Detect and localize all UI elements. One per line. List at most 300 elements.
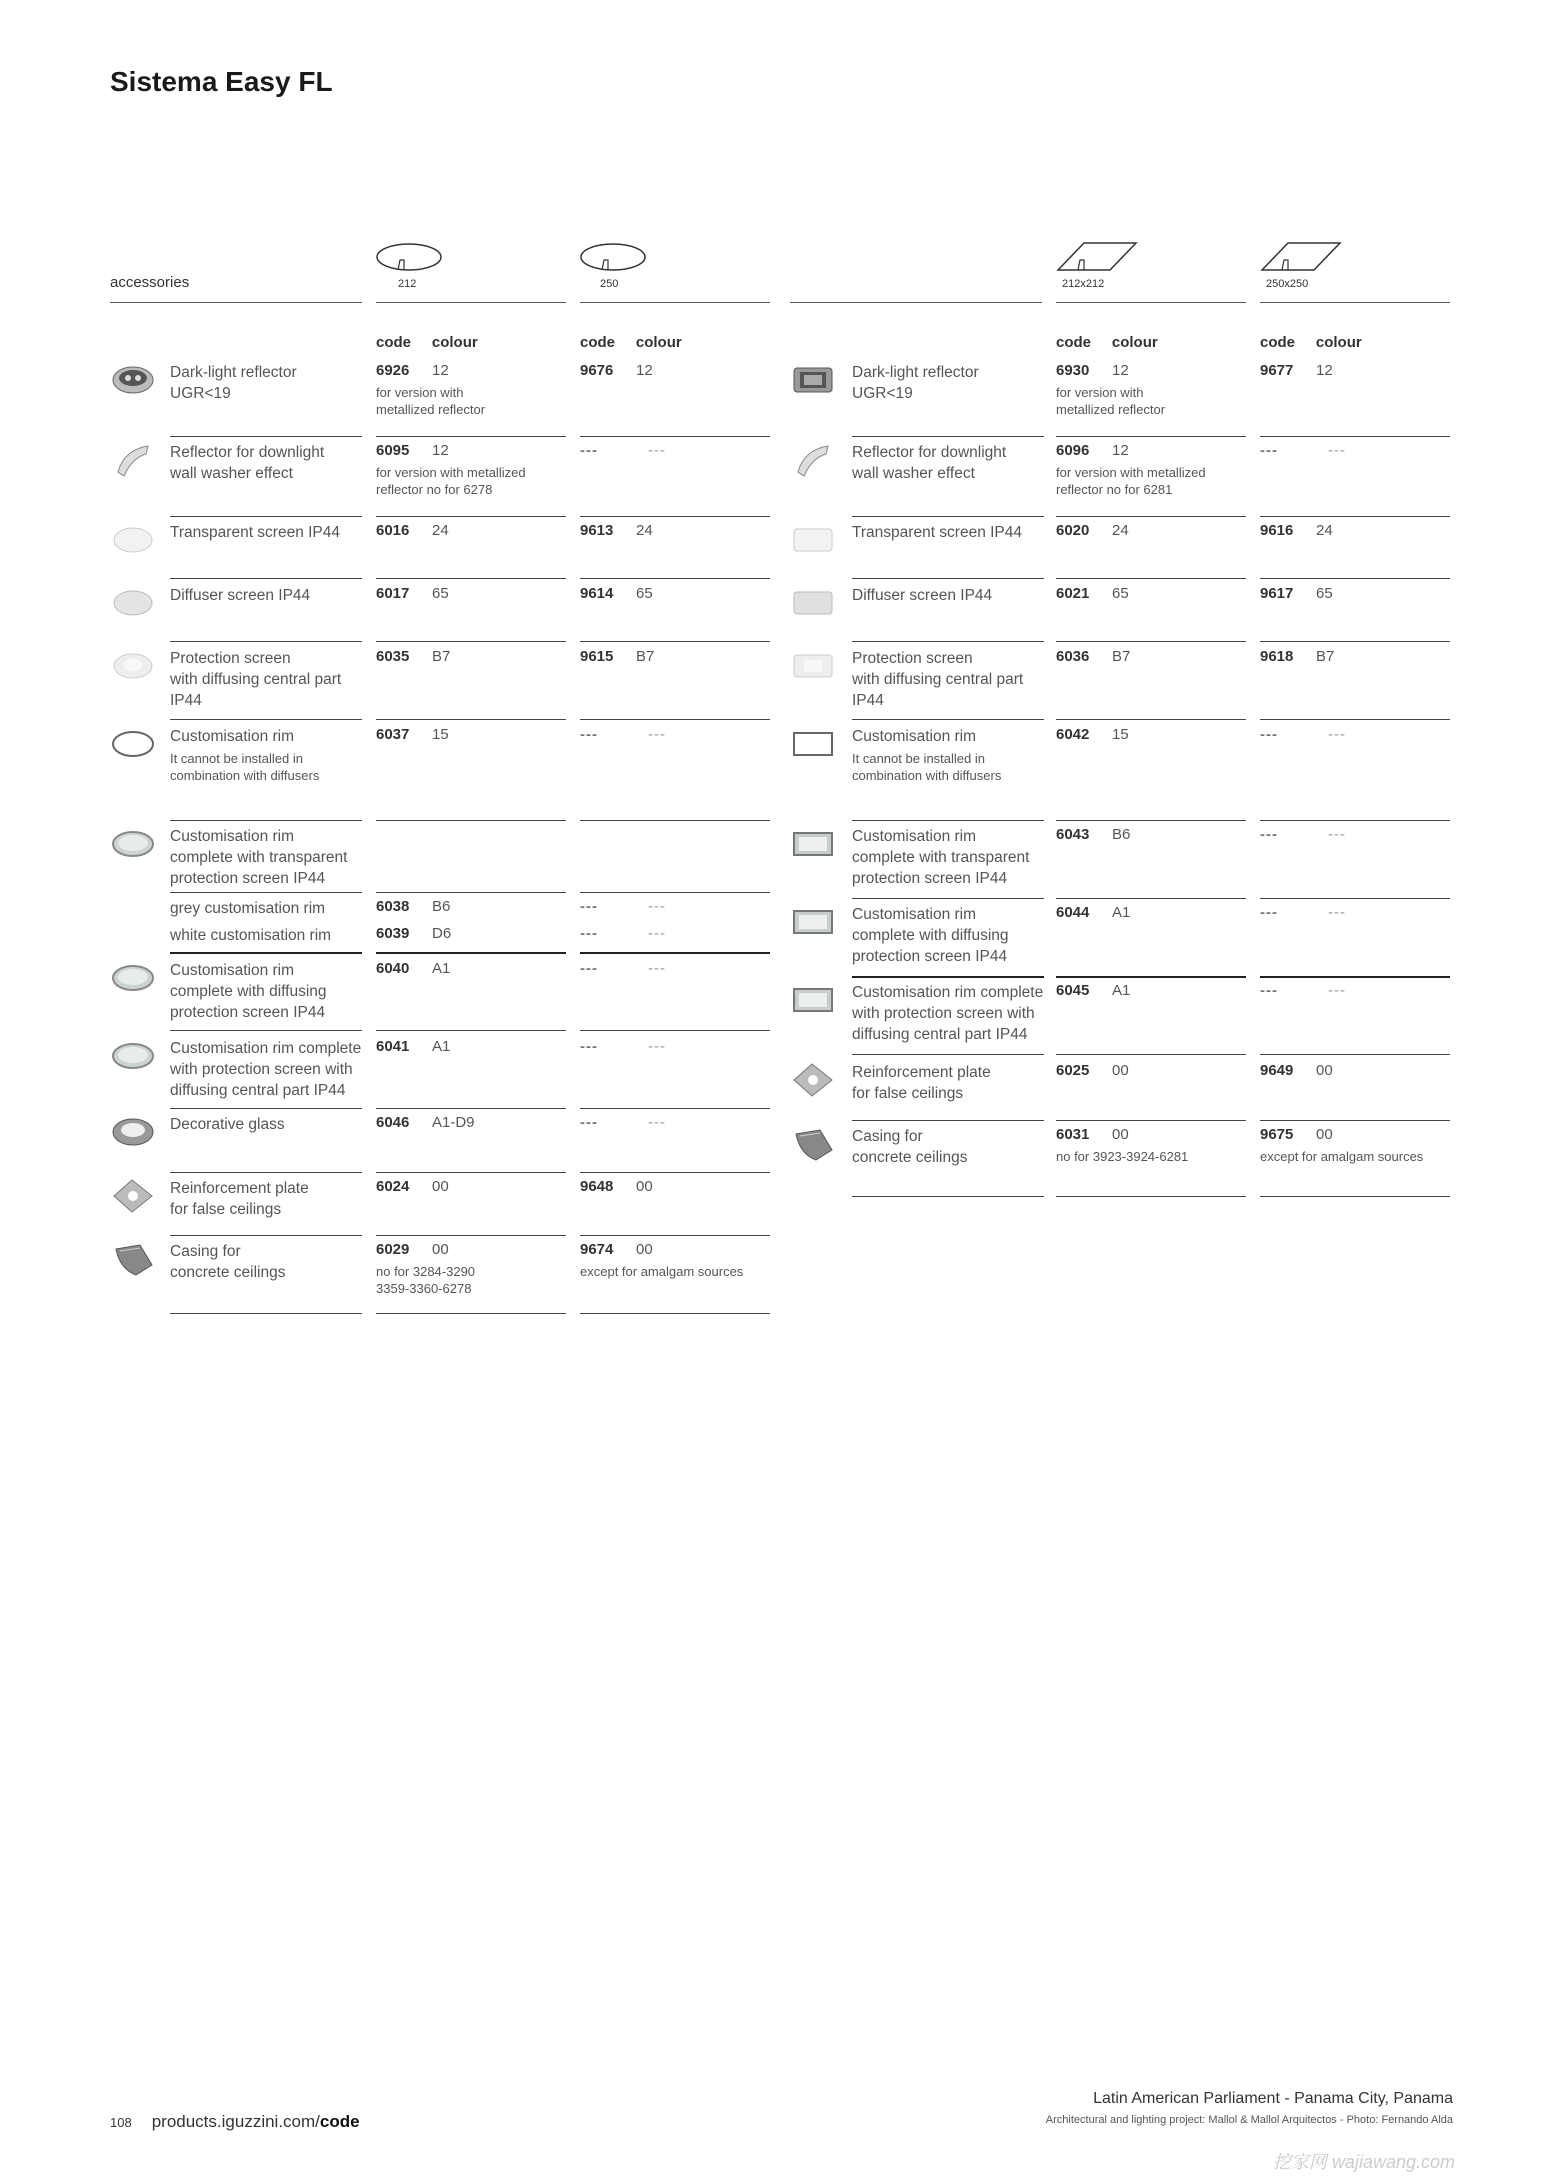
article-code: --- <box>580 1038 598 1055</box>
article-code: 9674 <box>580 1241 614 1258</box>
article-code: --- <box>580 442 598 459</box>
colour-code: A1-D9 <box>432 1114 475 1131</box>
accessory-name: Customisation rim <box>852 728 977 745</box>
code-cell <box>1260 826 1346 843</box>
row-divider <box>1056 578 1246 579</box>
code-cell <box>376 1178 449 1195</box>
colour-code: 00 <box>432 1178 449 1195</box>
article-code: --- <box>1260 826 1278 843</box>
row-divider <box>1056 820 1246 821</box>
article-code: 6043 <box>1056 826 1090 843</box>
colour-code: 00 <box>636 1178 653 1195</box>
row-divider <box>170 516 362 517</box>
colour-code: --- <box>648 442 666 459</box>
row-divider <box>170 578 362 579</box>
code-cell <box>1260 904 1346 921</box>
colour-code: 65 <box>432 585 449 602</box>
sqrimfull-icon <box>790 980 834 1016</box>
accessory-name: Reflector for downlight wall washer effect <box>170 444 325 482</box>
glass-icon <box>110 1112 154 1148</box>
col-label-250x250: 250x250 <box>1266 278 1309 290</box>
sqrimfull-icon <box>790 824 834 860</box>
screen-icon <box>110 520 154 556</box>
code-cell <box>1056 442 1129 459</box>
code-note: no for 3284-3290 3359-3360-6278 <box>376 1264 476 1296</box>
row-divider <box>580 1172 770 1173</box>
col-label-212x212: 212x212 <box>1062 278 1105 290</box>
rimfull-icon <box>110 1036 154 1072</box>
code-cell <box>376 726 449 743</box>
article-code: 9617 <box>1260 585 1294 602</box>
caption-title: Latin American Parliament - Panama City, Panama <box>1093 2090 1453 2107</box>
row-divider <box>852 898 1044 899</box>
page-number: 108 <box>110 2115 132 2130</box>
article-code: 6020 <box>1056 522 1090 539</box>
accessory-name: Dark-light reflector UGR<19 <box>170 364 297 402</box>
colour-code: 00 <box>1112 1062 1129 1079</box>
url-bold[interactable]: code <box>319 2112 360 2131</box>
article-code: 6035 <box>376 648 410 665</box>
row-divider <box>1260 436 1450 437</box>
article-code: 9614 <box>580 585 614 602</box>
code-cell <box>1260 1062 1333 1079</box>
article-code: --- <box>580 898 598 915</box>
watermark: 挖家网 wajiawang.com <box>1272 2152 1455 2172</box>
code-cell <box>1260 1126 1333 1143</box>
row-divider <box>170 1313 362 1314</box>
row-divider <box>580 578 770 579</box>
section-label: accessories <box>110 274 190 291</box>
article-code: 6926 <box>376 362 410 379</box>
row-divider <box>376 578 566 579</box>
code-cell <box>580 1038 666 1055</box>
photo-caption <box>1046 2090 1453 2126</box>
colour-code: B6 <box>1112 826 1131 843</box>
sqprotect-icon <box>790 646 834 682</box>
accessory-name: Reinforcement plate for false ceilings <box>852 1064 991 1102</box>
row-divider <box>376 1313 566 1314</box>
casing-icon <box>110 1239 154 1275</box>
row-divider <box>580 952 770 954</box>
colour-code: 24 <box>1112 522 1129 539</box>
colour-code: A1 <box>1112 982 1131 999</box>
accessory-note: It cannot be installed in combination with diffusers <box>852 751 1002 783</box>
code-cell <box>1056 1126 1129 1143</box>
row-divider <box>170 1235 362 1236</box>
row-divider <box>170 952 362 954</box>
code-cell <box>580 442 666 459</box>
row-divider <box>852 436 1044 437</box>
colour-code: D6 <box>432 925 452 942</box>
article-code: 6016 <box>376 522 410 539</box>
row-divider <box>580 1030 770 1031</box>
row-divider <box>852 1196 1044 1197</box>
article-code: --- <box>580 960 598 977</box>
code-cell <box>1056 522 1129 539</box>
colour-code: B7 <box>432 648 451 665</box>
code-cell <box>1260 982 1346 999</box>
row-divider <box>1260 976 1450 978</box>
colour-code: 00 <box>636 1241 653 1258</box>
article-code: 9677 <box>1260 362 1294 379</box>
code-cell <box>1260 442 1346 459</box>
article-code: 6025 <box>1056 1062 1090 1079</box>
row-divider <box>1056 976 1246 978</box>
code-cell <box>376 925 451 942</box>
article-code: 6041 <box>376 1038 410 1055</box>
row-divider <box>580 892 770 893</box>
row-divider <box>852 1120 1044 1121</box>
casing-icon <box>790 1124 834 1160</box>
accessory-name: Dark-light reflector UGR<19 <box>852 364 979 402</box>
row-divider <box>376 1108 566 1109</box>
sqrim-icon <box>790 724 834 760</box>
article-code: 6040 <box>376 960 410 977</box>
row-divider <box>1056 719 1246 720</box>
row-divider <box>580 820 770 821</box>
row-divider <box>376 719 566 720</box>
colour-code: --- <box>1328 826 1346 843</box>
row-divider <box>852 976 1044 978</box>
colour-code: 00 <box>1112 1126 1129 1143</box>
diffuser-icon <box>110 583 154 619</box>
code-cell <box>580 585 653 602</box>
code-note: for version with metallized reflector <box>376 385 486 417</box>
article-code: 9676 <box>580 362 614 379</box>
code-note: except for amalgam sources <box>1260 1149 1424 1164</box>
rimfull-icon <box>110 824 154 860</box>
row-divider <box>1260 1054 1450 1055</box>
colour-code: 12 <box>636 362 653 379</box>
article-code: 6037 <box>376 726 410 743</box>
code-cell <box>580 1114 666 1131</box>
article-code: 6024 <box>376 1178 410 1195</box>
colour-code: 12 <box>432 362 449 379</box>
code-cell <box>1260 648 1334 665</box>
accessory-name: Casing for concrete ceilings <box>170 1243 286 1281</box>
article-code: 6930 <box>1056 362 1090 379</box>
colour-code: --- <box>648 960 666 977</box>
article-code: 6046 <box>376 1114 410 1131</box>
colour-code: --- <box>648 898 666 915</box>
rim-icon <box>110 724 154 760</box>
article-code: 6017 <box>376 585 410 602</box>
reflector-icon <box>110 440 154 476</box>
article-code: 9618 <box>1260 648 1294 665</box>
code-cell <box>580 1178 653 1195</box>
colour-code: B6 <box>432 898 451 915</box>
accessory-name: Customisation rim complete with transparent protection screen IP44 <box>170 828 348 887</box>
colour-code: 65 <box>1112 585 1129 602</box>
row-divider <box>1056 898 1246 899</box>
row-divider <box>580 719 770 720</box>
code-cell <box>1056 726 1129 743</box>
col-header: code colour <box>376 334 478 351</box>
code-cell <box>1056 362 1129 379</box>
accessory-name: Transparent screen IP44 <box>170 524 341 541</box>
article-code: 9675 <box>1260 1126 1294 1143</box>
section-rule <box>1260 302 1450 303</box>
colour-code: 24 <box>1316 522 1333 539</box>
row-divider <box>376 641 566 642</box>
article-code: 9649 <box>1260 1062 1294 1079</box>
accessory-name: Diffuser screen IP44 <box>852 587 993 604</box>
colour-code: --- <box>648 1038 666 1055</box>
article-code: --- <box>1260 982 1278 999</box>
accessory-name: grey customisation rim <box>170 900 326 917</box>
article-code: 9613 <box>580 522 614 539</box>
accessory-name: Diffuser screen IP44 <box>170 587 311 604</box>
section-rule <box>110 302 362 303</box>
article-code: 6095 <box>376 442 410 459</box>
accessory-name: Reflector for downlight wall washer effect <box>852 444 1007 482</box>
rimfull-icon <box>110 958 154 994</box>
section-rule <box>376 302 566 303</box>
round-fixture-icon <box>580 240 652 274</box>
article-code: 6096 <box>1056 442 1090 459</box>
row-divider <box>376 892 566 893</box>
colour-code: --- <box>1328 726 1346 743</box>
row-divider <box>852 1054 1044 1055</box>
row-divider <box>1260 719 1450 720</box>
code-cell <box>1056 648 1130 665</box>
article-code: 9615 <box>580 648 614 665</box>
code-note: for version with metallized reflector no for 6278 <box>376 465 526 497</box>
row-divider <box>580 1108 770 1109</box>
row-divider <box>1056 436 1246 437</box>
code-cell <box>580 648 654 665</box>
colour-code: 00 <box>1316 1062 1333 1079</box>
accessory-note: It cannot be installed in combination with diffusers <box>170 751 320 783</box>
colour-code: A1 <box>1112 904 1131 921</box>
colour-code: B7 <box>636 648 655 665</box>
plate-icon <box>110 1176 154 1212</box>
square-fixture-icon <box>1056 240 1138 274</box>
code-cell <box>376 362 449 379</box>
row-divider <box>1260 1196 1450 1197</box>
colour-code: --- <box>1328 904 1346 921</box>
colour-code: A1 <box>432 1038 451 1055</box>
page-title: Sistema Easy FL <box>110 66 333 97</box>
code-note: except for amalgam sources <box>580 1264 744 1279</box>
colour-code: 12 <box>1112 362 1129 379</box>
accessory-name: Decorative glass <box>170 1116 285 1133</box>
article-code: 6038 <box>376 898 410 915</box>
row-divider <box>1260 578 1450 579</box>
article-code: 6045 <box>1056 982 1090 999</box>
accessory-name: Customisation rim complete with diffusing protection screen IP44 <box>852 906 1009 965</box>
code-cell <box>1056 904 1130 921</box>
accessory-name: Casing for concrete ceilings <box>852 1128 968 1166</box>
article-code: 6031 <box>1056 1126 1090 1143</box>
colour-code: --- <box>648 726 666 743</box>
code-cell <box>1260 522 1333 539</box>
article-code: --- <box>580 1114 598 1131</box>
code-cell <box>1056 982 1130 999</box>
colour-code: A1 <box>432 960 451 977</box>
row-divider <box>580 436 770 437</box>
row-divider <box>170 641 362 642</box>
colour-code: 15 <box>432 726 449 743</box>
code-cell <box>1056 826 1130 843</box>
row-divider <box>580 1235 770 1236</box>
row-divider <box>170 892 362 893</box>
square-fixture-icon <box>1260 240 1342 274</box>
code-note: no for 3923-3924-6281 <box>1056 1149 1189 1164</box>
row-divider <box>852 578 1044 579</box>
article-code: --- <box>580 726 598 743</box>
colour-code: --- <box>648 925 666 942</box>
accessory-name: Reinforcement plate for false ceilings <box>170 1180 309 1218</box>
code-cell <box>580 898 666 915</box>
code-cell <box>580 960 666 977</box>
row-divider <box>1056 1196 1246 1197</box>
article-code: 6044 <box>1056 904 1090 921</box>
protect-icon <box>110 646 154 682</box>
col-header: code colour <box>1056 334 1158 351</box>
accessory-name: Customisation rim complete with diffusing protection screen IP44 <box>170 962 327 1021</box>
code-cell <box>376 648 450 665</box>
round-fixture-icon <box>376 240 448 274</box>
accessory-name: Customisation rim complete with protection screen with diffusing central part IP44 <box>852 984 1044 1043</box>
code-cell <box>580 925 666 942</box>
accessory-name: Customisation rim complete with protection screen with diffusing central part IP44 <box>170 1040 362 1099</box>
code-cell <box>1056 1062 1129 1079</box>
row-divider <box>376 516 566 517</box>
colour-code: 15 <box>1112 726 1129 743</box>
code-note: for version with metallized reflector no for 6281 <box>1056 465 1206 497</box>
colour-code: 65 <box>1316 585 1333 602</box>
code-cell <box>580 1241 653 1258</box>
row-divider <box>852 641 1044 642</box>
code-cell <box>1056 585 1129 602</box>
row-divider <box>170 436 362 437</box>
code-cell <box>580 522 653 539</box>
colour-code: --- <box>1328 442 1346 459</box>
article-code: 9648 <box>580 1178 614 1195</box>
col-label-250: 250 <box>600 278 619 290</box>
row-divider <box>580 1313 770 1314</box>
article-code: 6042 <box>1056 726 1090 743</box>
code-cell <box>376 898 450 915</box>
code-cell <box>580 726 666 743</box>
article-code: 6021 <box>1056 585 1090 602</box>
row-divider <box>376 952 566 954</box>
row-divider <box>170 719 362 720</box>
section-rule <box>580 302 770 303</box>
accessory-name: white customisation rim <box>170 927 332 944</box>
colour-code: 00 <box>432 1241 449 1258</box>
code-cell <box>580 362 653 379</box>
caption-credit: Architectural and lighting project: Mallol & Mallol Arquitectos - Photo: Fernando Alda <box>1045 2114 1453 2126</box>
article-code: 6036 <box>1056 648 1090 665</box>
section-rule <box>1056 302 1246 303</box>
row-divider <box>170 1030 362 1031</box>
sqdark-icon <box>790 360 834 396</box>
row-divider <box>580 641 770 642</box>
accessory-name: Protection screen with diffusing central part IP44 <box>170 650 342 709</box>
footer-url <box>110 2112 360 2132</box>
row-divider <box>376 1235 566 1236</box>
row-divider <box>170 1108 362 1109</box>
accessory-name: Protection screen with diffusing central part IP44 <box>852 650 1024 709</box>
row-divider <box>1260 898 1450 899</box>
code-cell <box>376 1241 449 1258</box>
row-divider <box>1056 516 1246 517</box>
code-note: for version with metallized reflector <box>1056 385 1166 417</box>
colour-code: B7 <box>1112 648 1131 665</box>
colour-code: 65 <box>636 585 653 602</box>
code-cell <box>1260 362 1333 379</box>
row-divider <box>852 516 1044 517</box>
row-divider <box>170 820 362 821</box>
row-divider <box>1260 820 1450 821</box>
colour-code: 24 <box>432 522 449 539</box>
row-divider <box>1260 641 1450 642</box>
colour-code: 00 <box>1316 1126 1333 1143</box>
accessory-name: Customisation rim complete with transparent protection screen IP44 <box>852 828 1030 887</box>
code-cell <box>376 960 450 977</box>
article-code: --- <box>1260 442 1278 459</box>
sqrimfull-icon <box>790 902 834 938</box>
row-divider <box>376 1172 566 1173</box>
col-header: code colour <box>1260 334 1362 351</box>
row-divider <box>1056 641 1246 642</box>
row-divider <box>1260 516 1450 517</box>
url-prefix[interactable]: products.iguzzini.com/ <box>151 2112 320 2131</box>
colour-code: 12 <box>1112 442 1129 459</box>
colour-code: B7 <box>1316 648 1335 665</box>
code-cell <box>376 1038 450 1055</box>
row-divider <box>376 436 566 437</box>
colour-code: 12 <box>1316 362 1333 379</box>
plate-icon <box>790 1060 834 1096</box>
colour-code: 24 <box>636 522 653 539</box>
code-cell <box>376 1114 475 1131</box>
accessory-name: Customisation rim <box>170 728 295 745</box>
row-divider <box>376 820 566 821</box>
row-divider <box>580 516 770 517</box>
code-cell <box>1260 585 1333 602</box>
article-code: 9616 <box>1260 522 1294 539</box>
row-divider <box>1056 1120 1246 1121</box>
article-code: --- <box>1260 726 1278 743</box>
code-cell <box>376 522 449 539</box>
col-header: code colour <box>580 334 682 351</box>
row-divider <box>852 820 1044 821</box>
code-cell <box>1260 726 1346 743</box>
darklight-icon <box>110 360 154 396</box>
row-divider <box>1260 1120 1450 1121</box>
article-code: --- <box>580 925 598 942</box>
colour-code: --- <box>1328 982 1346 999</box>
row-divider <box>170 1172 362 1173</box>
section-rule <box>790 302 1042 303</box>
code-cell <box>376 585 449 602</box>
sqscreen-icon <box>790 520 834 556</box>
col-label-212: 212 <box>398 278 417 290</box>
row-divider <box>1056 1054 1246 1055</box>
colour-code: 12 <box>432 442 449 459</box>
article-code: 6039 <box>376 925 410 942</box>
sqdiff-icon <box>790 583 834 619</box>
row-divider <box>852 719 1044 720</box>
colour-code: --- <box>648 1114 666 1131</box>
sqreflector-icon <box>790 440 834 476</box>
article-code: 6029 <box>376 1241 410 1258</box>
code-cell <box>376 442 449 459</box>
accessory-name: Transparent screen IP44 <box>852 524 1023 541</box>
